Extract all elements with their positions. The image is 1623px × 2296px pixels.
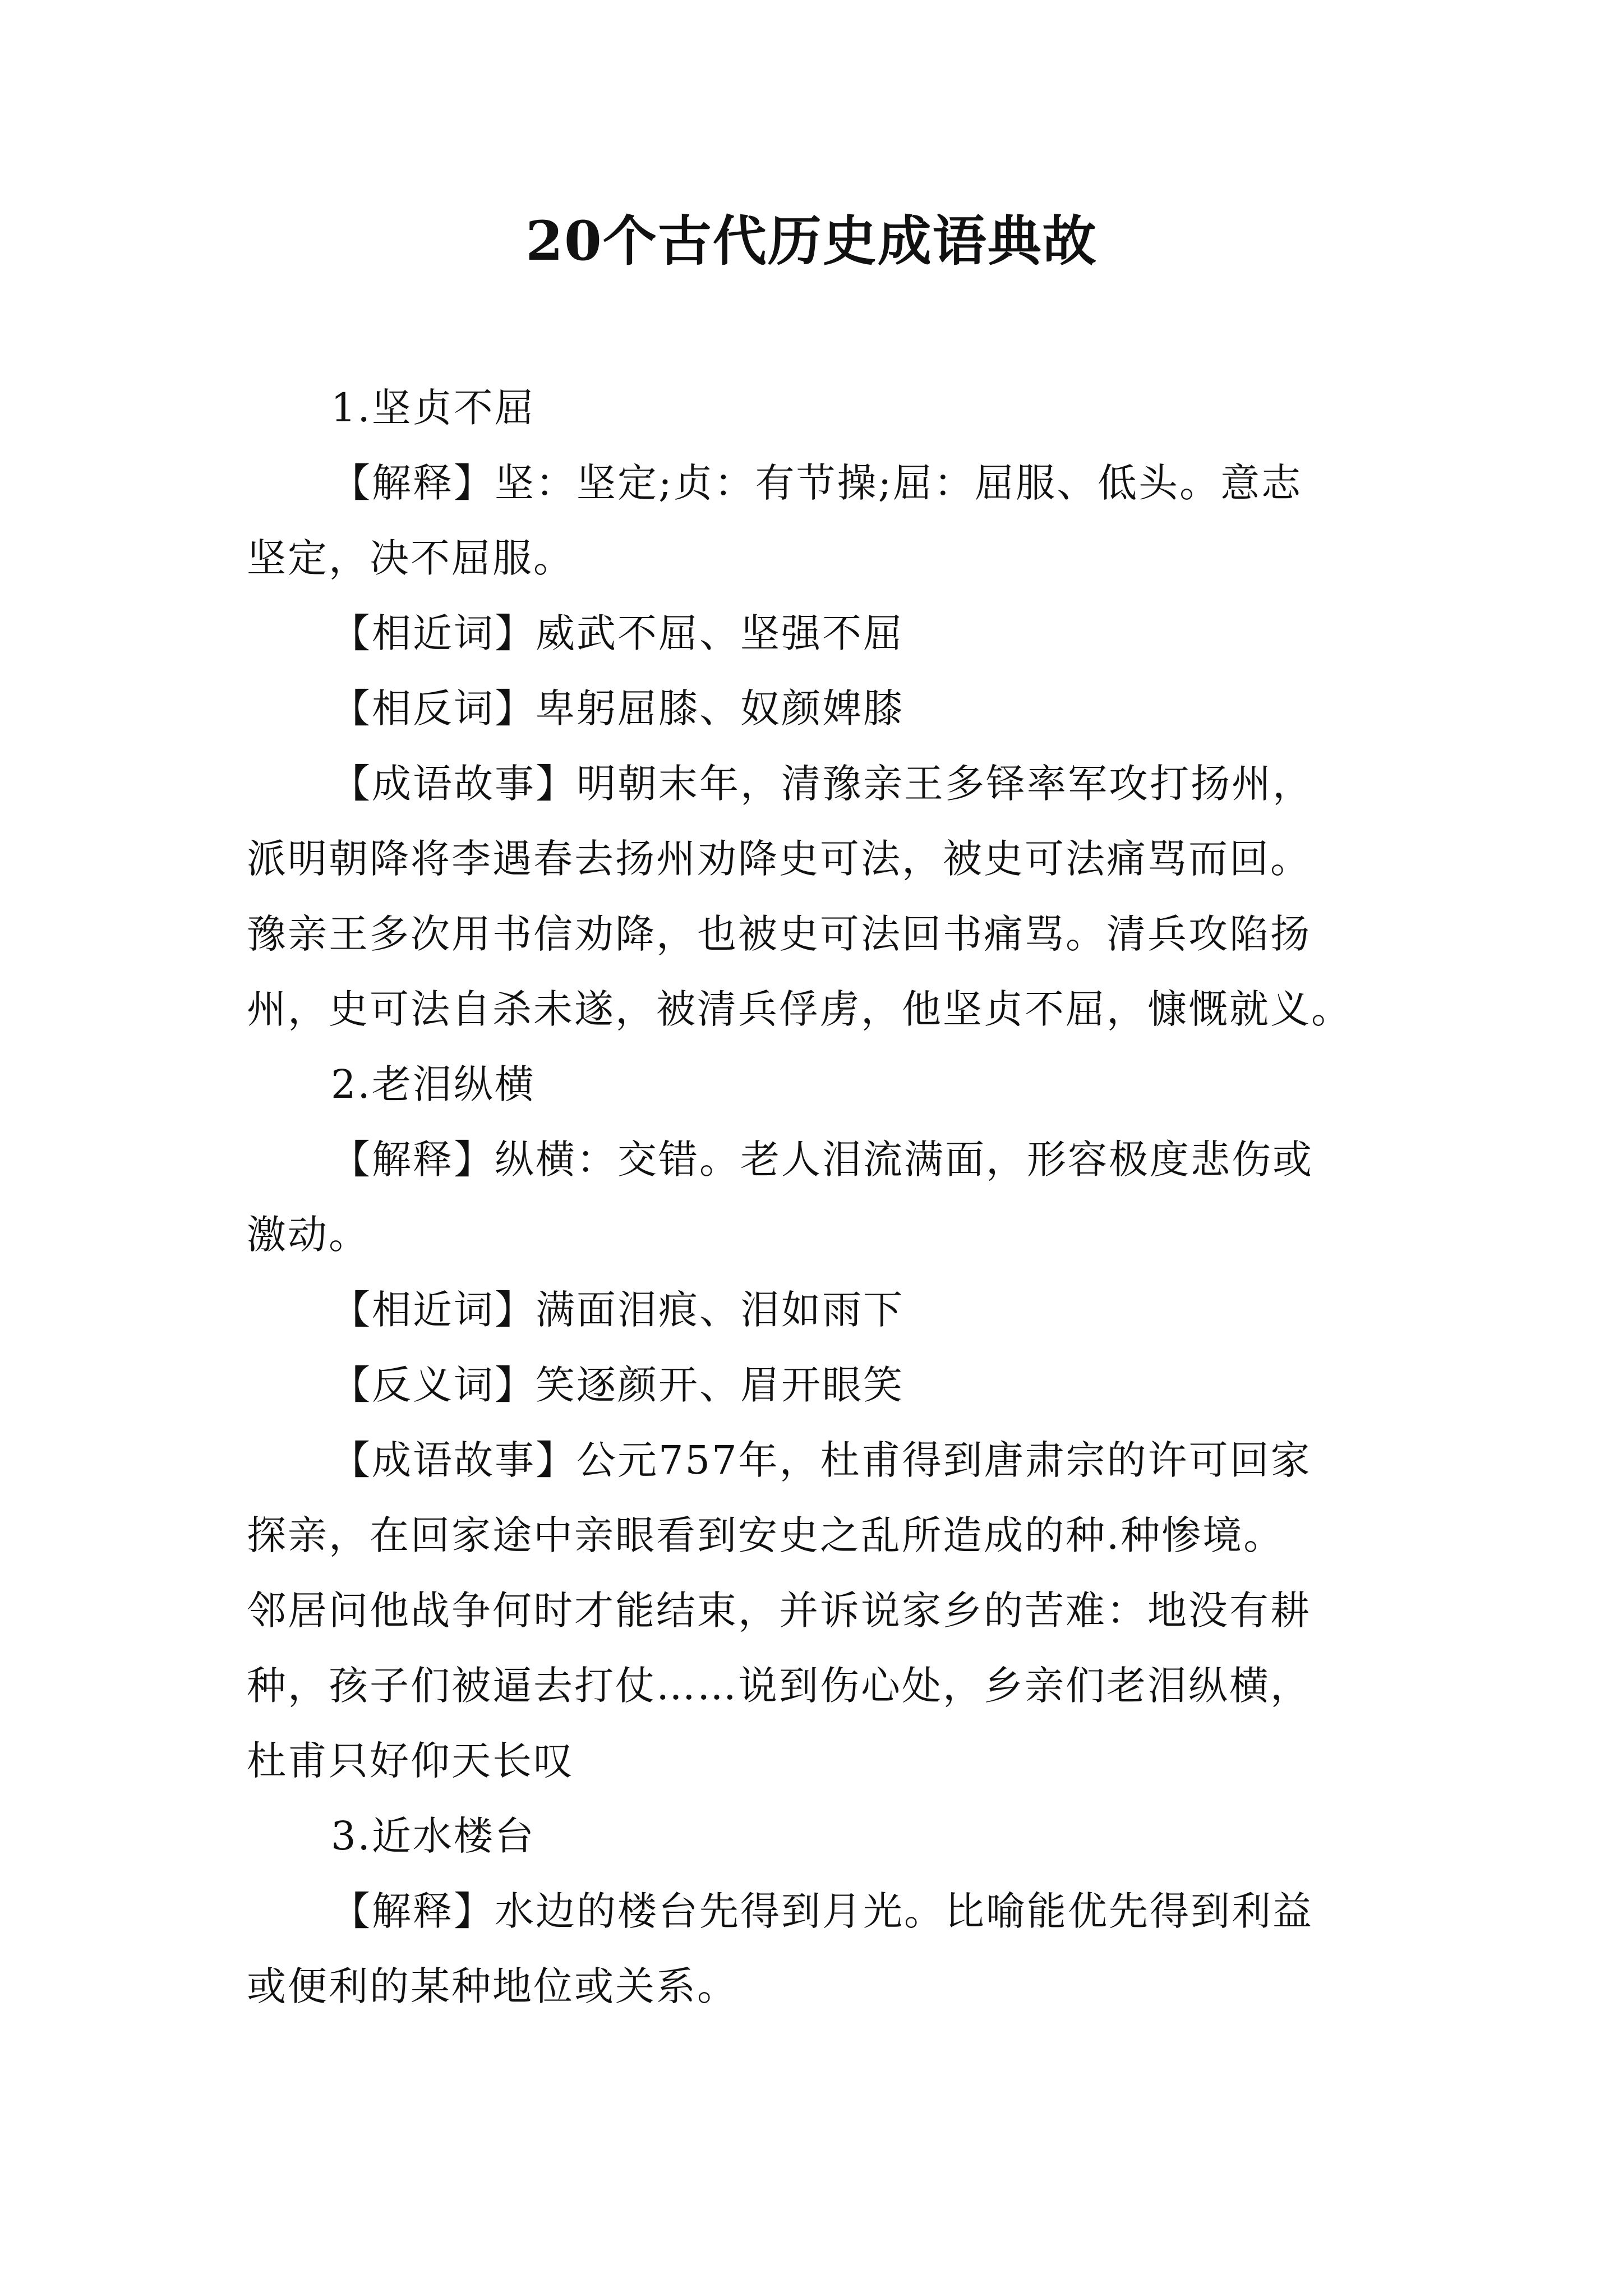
paragraph-line: 或便利的某种地位或关系。 (247, 1963, 738, 2009)
paragraph-line: 种，孩子们被逼去打仗……说到伤心处，乡亲们老泪纵横， (247, 1663, 1311, 1709)
paragraph-line: 激动。 (247, 1212, 370, 1258)
paragraph-line: 坚定，决不屈服。 (247, 535, 574, 581)
document-body (247, 370, 1380, 2024)
paragraph-line: 杜甫只好仰天长叹 (247, 1738, 574, 1784)
paragraph-line: 【解释】坚：坚定;贞：有节操;屈：屈服、低头。意志 (331, 460, 1303, 506)
paragraph-line: 州，史可法自杀未遂，被清兵俘虏，他坚贞不屈，慷慨就义。 (247, 986, 1352, 1032)
document-title: 20个古代历史成语典故 (525, 209, 1098, 273)
paragraph-line: 【相近词】满面泪痕、泪如雨下 (331, 1287, 904, 1333)
paragraph-line: 【反义词】笑逐颜开、眉开眼笑 (331, 1362, 904, 1408)
paragraph-line: 3.近水楼台 (331, 1813, 536, 1859)
paragraph-line: 【相反词】卑躬屈膝、奴颜婢膝 (331, 685, 904, 731)
paragraph-line: 【成语故事】公元757年，杜甫得到唐肃宗的许可回家 (331, 1437, 1312, 1483)
paragraph-line: 【解释】纵横：交错。老人泪流满面，形容极度悲伤或 (331, 1137, 1313, 1182)
paragraph-line: 【成语故事】明朝末年，清豫亲王多铎率军攻打扬州， (331, 761, 1313, 807)
paragraph-line: 【解释】水边的楼台先得到月光。比喻能优先得到利益 (331, 1888, 1313, 1934)
paragraph-line: 派明朝降将李遇春去扬州劝降史可法，被史可法痛骂而回。 (247, 836, 1311, 882)
paragraph-line: 邻居问他战争何时才能结束，并诉说家乡的苦难：地没有耕 (247, 1588, 1311, 1634)
paragraph-line: 2.老泪纵横 (331, 1061, 536, 1107)
paragraph-line: 1.坚贞不屈 (331, 385, 536, 431)
paragraph-line: 【相近词】威武不屈、坚强不屈 (331, 610, 904, 656)
paragraph-line: 豫亲王多次用书信劝降，也被史可法回书痛骂。清兵攻陷扬 (247, 911, 1311, 957)
paragraph-line: 探亲，在回家途中亲眼看到安史之乱所造成的种.种惨境。 (247, 1512, 1285, 1558)
